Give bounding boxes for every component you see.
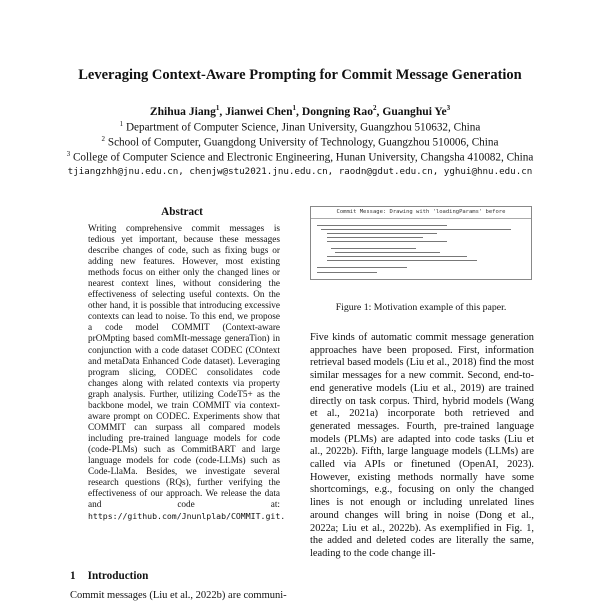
section-number: 1 [70, 570, 76, 582]
code-line [317, 267, 407, 268]
affiliation-sup: 2 [101, 135, 106, 143]
author-name: Jianwei Chen [225, 104, 293, 118]
affiliation-2 [0, 135, 600, 149]
author-sup: 3 [446, 104, 451, 112]
code-line [317, 225, 447, 226]
author-name: Dongning Rao [301, 104, 374, 118]
author-sup: 2 [373, 104, 377, 112]
code-line [321, 229, 511, 230]
affiliation-text: School of Computer, Guangdong University of Technology, Guangzhou 510006, China [107, 136, 499, 149]
code-line [335, 252, 440, 253]
figure-1-code-diff [310, 206, 532, 280]
code-line [327, 260, 477, 261]
abstract-text: Writing comprehensive commit messages is tedious yet important, because these messages describe changes of code, such as fixing bugs or adding new features. However, most existing methods focus on either only the changed lines or nearest context lines, without considering the effectiveness of selecting useful contexts. On the other hand, it is possible that introducing excessive contexts can lead to noise. To this end, we propose a code model COMMIT (Context-aware prOMpting based comMIt-message generaTion) in conjunction with a code dataset CODEC (COntext and metaData Enhanced Code dataset). Leveraging program slicing, CODEC consolidates code changes along with related contexts via property graph analysis. Further, utilizing CodeT5+ as the backbone model, we train COMMIT via context-aware prompt on CODEC. Experiments show that COMMIT can surpass all compared models including pre-trained language models for code (code-PLMs) such as CommitBART and large language models for code (code-LLMs) such as Code-LlaMa. Besides, we investigate several research questions (RQs), further verifying the effectiveness of our approach. We release the data and code at: [88, 224, 280, 511]
author-name: Zhihua Jiang [149, 104, 216, 118]
author-list: Zhihua Jiang$^1$, Jianwei Chen$^1$, Dongning Rao$^2$, Guanghui Ye$^3$ [149, 104, 451, 118]
section-title: Introduction [87, 570, 149, 582]
affiliation-text: Department of Computer Science, Jinan University, Guangzhou 510632, China [125, 121, 481, 134]
figure-1-caption: Figure 1: Motivation example of this paper. [335, 302, 507, 313]
code-line [327, 241, 447, 242]
author-sup: 1 [292, 104, 297, 112]
code-line [331, 248, 416, 249]
author-name: Guanghui Ye [382, 104, 447, 118]
affiliation-sup: 1 [119, 120, 124, 128]
author-sup: 1 [215, 104, 220, 112]
abstract-body [88, 224, 286, 523]
affiliation-1 [0, 120, 600, 134]
code-line [317, 272, 377, 273]
affiliation-sup: 3 [66, 150, 71, 158]
paper-title: Leveraging Context-Aware Prompting for Commit Message Generation [78, 67, 522, 83]
abstract-url[interactable]: https://github.com/Jnunlplab/COMMIT.git. [88, 511, 286, 522]
affiliation-3 [0, 150, 600, 164]
figure-header: Commit Message: Drawing with 'loadingParams' before [311, 207, 531, 219]
code-line [327, 237, 423, 238]
introduction-first-line: Commit messages (Liu et al., 2022b) are communi- [70, 590, 287, 601]
code-line [327, 256, 467, 257]
author-emails: tjiangzhh@jnu.edu.cn, chenjw@stu2021.jnu.edu.cn, raodn@gdut.edu.cn, yghui@hnu.edu.cn [67, 166, 533, 177]
code-line [327, 233, 437, 234]
abstract-heading: Abstract [161, 206, 203, 218]
affiliation-text: College of Computer Science and Electronic Engineering, Hunan University, Changsha 410082, China [72, 151, 534, 164]
section-heading-introduction [70, 570, 148, 582]
right-column-body: Five kinds of automatic commit message generation approaches have been proposed. First, information retrieval based models (Liu et al., 2018) find the most similar messages for a new commit. Second, end-to-end generative models (Liu et al., 2019) are trained directly on task corpus. Third, hybrid models (Wang et al., 2021a) incorporate both retrieved and generated messages. Fourth, pre-trained language models (PLMs) are adapted into code tasks (Liu et al., 2022b). Fifth, large language models (LLMs) are called via APIs or finetuned (OpenAI, 2023). However, existing methods normally have some shortcomings, e.g., focusing on only the changed lines is not enough or including unrelated lines around changes will bring in noise (Dong et al., 2022a; Liu et al., 2022b). As exemplified in Fig. 1, the added and deleted codes are literally the same, leading to the code change ill- [310, 332, 534, 559]
